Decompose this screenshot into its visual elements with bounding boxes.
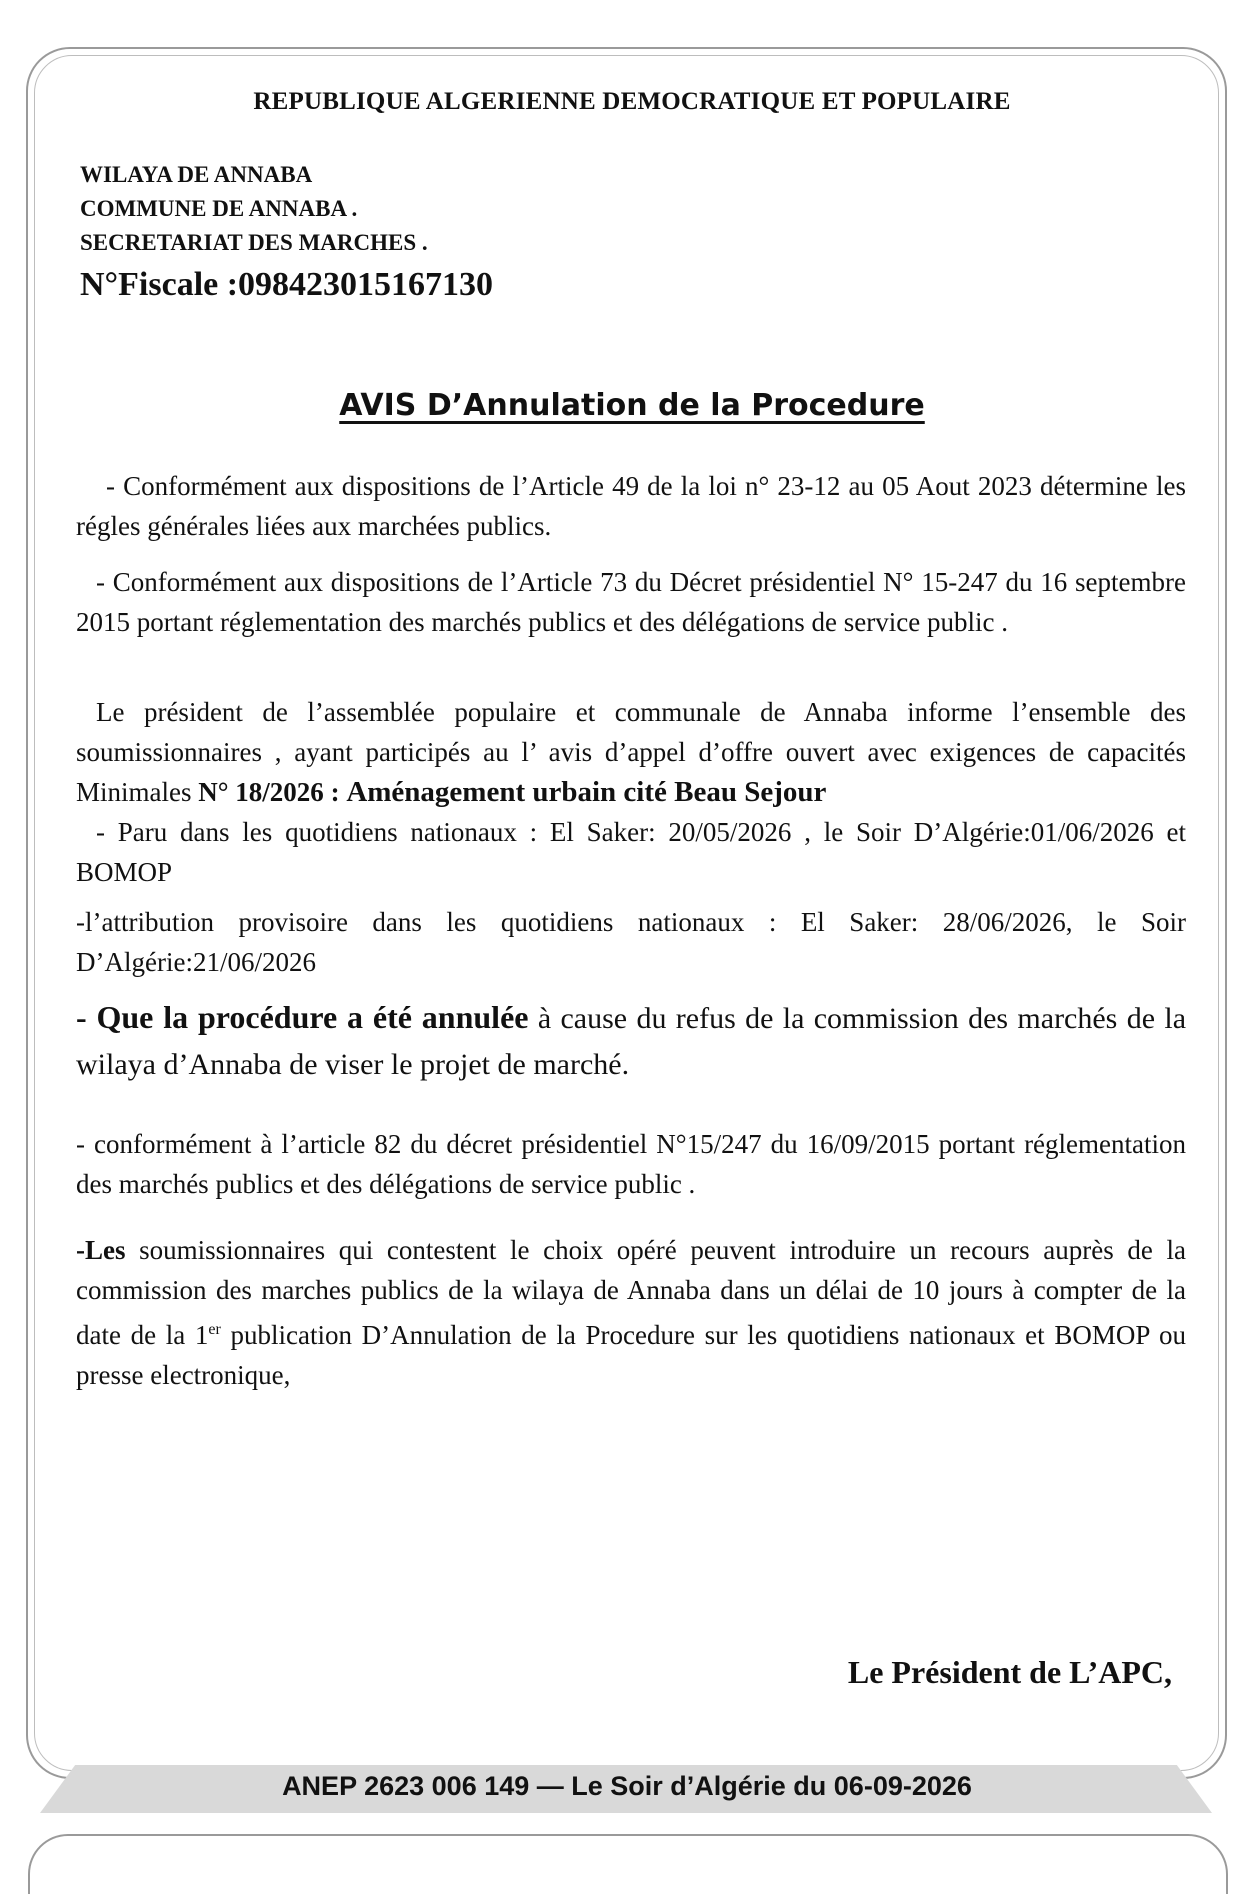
paragraph-text: -l’attribution provisoire dans les quotidiens nationaux : El Saker: 28/06/2026, le Soir D’Algérie:21/06/2026	[76, 907, 1186, 977]
paragraph-article-73	[76, 562, 1186, 642]
appeal-text-b: publication D’Annulation de la Procedure sur les quotidiens nationaux et BOMOP ou presse electronique,	[76, 1320, 1186, 1390]
paragraph-text: - Conformément aux dispositions de l’Article 49 de la loi n° 23-12 au 05 Aout 2023 détermine les régles générales liées aux marchées publics.	[76, 471, 1186, 541]
paragraph-text	[76, 692, 1186, 812]
paragraph-provisional-award	[76, 902, 1186, 982]
superscript-er: er	[208, 1321, 221, 1338]
tender-number: N° 18/2026	[198, 777, 324, 807]
fiscal-number: N°Fiscale :098423015167130	[80, 266, 494, 303]
next-notice-frame	[28, 1834, 1228, 1894]
commune-line: COMMUNE DE ANNABA .	[80, 196, 358, 221]
paragraph-article-49	[76, 466, 1186, 546]
appeal-text-a: soumissionnaires qui contestent le choix opéré peuvent introduire un recours auprès de la commission des marches publics de la wilaya de Annaba dans un délai de 10 jours à compter de la date de la 1	[76, 1235, 1186, 1350]
paragraph-article-82	[76, 1124, 1186, 1204]
issuer-block	[80, 158, 428, 260]
paragraph-text	[76, 994, 1186, 1088]
notice-title: AVIS D’Annulation de la Procedure	[339, 388, 925, 423]
republic-heading: REPUBLIQUE ALGERIENNE DEMOCRATIQUE ET POPULAIRE	[253, 88, 1011, 115]
appeal-lead: -Les	[76, 1235, 126, 1265]
secretariat-line: SECRETARIAT DES MARCHES .	[80, 230, 428, 255]
cancellation-statement: - Que la procédure a été annulée	[76, 999, 529, 1035]
paragraph-text: - Conformément aux dispositions de l’Article 73 du Décret présidentiel N° 15-247 du 16 septembre 2015 portant réglementation des marchés publics et des délégations de service public .	[76, 567, 1186, 637]
paragraph-text: - conformément à l’article 82 du décret présidentiel N°15/247 du 16/09/2015 portant réglementation des marchés publics et des délégations de service public .	[76, 1129, 1186, 1199]
separator: :	[323, 777, 347, 807]
intro-text: Le président de l’assemblée populaire et communale de Annaba informe l’ensemble des soumissionnaires , ayant participés au l’ avis d’appel d’offre ouvert avec exigences de capacités Minimales	[76, 697, 1186, 807]
cancellation-reason: à cause du refus de la commission des marchés de la wilaya d’Annaba de viser le projet de marché.	[76, 1002, 1187, 1081]
wilaya-line: WILAYA DE ANNABA	[80, 162, 313, 187]
published-line: - Paru dans les quotidiens nationaux : El Saker: 20/05/2026 , le Soir D’Algérie:01/06/2026 et BOMOP	[76, 817, 1186, 887]
paragraph-appeal	[76, 1230, 1186, 1395]
paragraph-text	[76, 1230, 1186, 1395]
paragraph-president-info	[76, 692, 1186, 892]
footer-reference: ANEP 2623 006 149 — Le Soir d’Algérie du 06-09-2026	[282, 1771, 972, 1801]
paragraph-cancellation	[76, 994, 1186, 1088]
signature: Le Président de L’APC,	[847, 1654, 1172, 1690]
notice-page	[62, 88, 1202, 1768]
project-name: Aménagement urbain cité Beau Sejour	[346, 776, 827, 808]
